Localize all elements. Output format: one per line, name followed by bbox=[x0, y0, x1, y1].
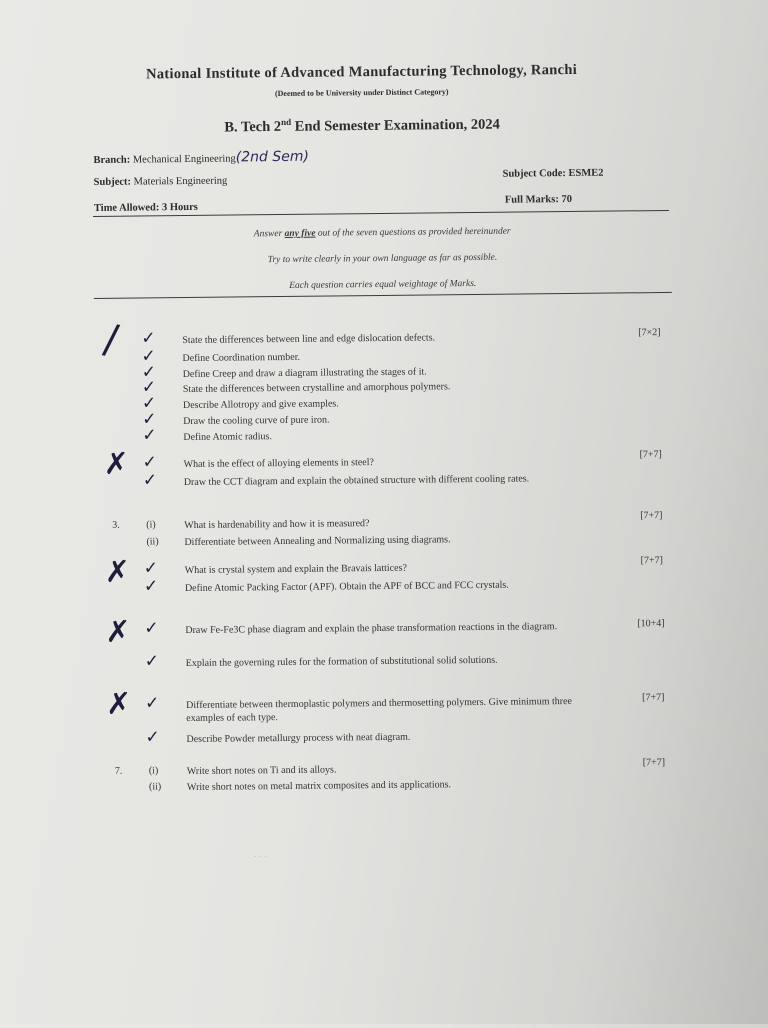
part-text: Draw Fe-Fe3C phase diagram and explain the phase transformation reactions in the diagram. bbox=[185, 621, 558, 637]
part-text: Define Atomic radius. bbox=[183, 431, 272, 444]
exam-title-sup: nd bbox=[280, 116, 292, 128]
instruction-1-post: out of the seven questions as provided hereinunder bbox=[315, 226, 511, 239]
branch-row bbox=[93, 149, 309, 167]
cross-mark: ✗ bbox=[105, 686, 132, 722]
question-marks: [7+7] bbox=[640, 510, 663, 522]
part-text: Define Atomic Packing Factor (APF). Obtain the APF of BCC and FCC crystals. bbox=[184, 579, 509, 595]
check-mark: ✓ bbox=[141, 328, 156, 349]
part-text: Draw the cooling curve of pure iron. bbox=[183, 414, 330, 428]
part-text: Describe Allotropy and give examples. bbox=[182, 398, 339, 412]
question-marks: [10+4] bbox=[637, 618, 665, 630]
instruction-line-1 bbox=[93, 225, 671, 241]
subject-label: Subject: bbox=[93, 176, 132, 188]
check-mark: ✓ bbox=[142, 409, 157, 430]
check-mark: ✓ bbox=[143, 558, 159, 579]
faint-mark: · · · bbox=[253, 851, 268, 862]
check-mark: ✓ bbox=[145, 727, 160, 748]
full-marks-text: Full Marks: 70 bbox=[504, 193, 573, 206]
check-mark: ✓ bbox=[144, 651, 160, 672]
question-marks: [7+7] bbox=[639, 449, 662, 461]
part-text: State the differences between line and edge dislocation defects. bbox=[182, 332, 436, 347]
question-marks: [7+7] bbox=[642, 692, 665, 704]
part-text: What is crystal system and explain the Bravais lattices? bbox=[184, 562, 407, 577]
question-number: 7. bbox=[114, 765, 123, 777]
time-allowed-text: Time Allowed: 3 Hours bbox=[93, 201, 198, 214]
check-mark: ✓ bbox=[142, 452, 157, 473]
subject-row bbox=[94, 176, 228, 188]
part-text: Write short notes on metal matrix composites and its applications. bbox=[186, 779, 452, 794]
part-text: Describe Powder metallurgy process with neat diagram. bbox=[186, 731, 411, 746]
cross-mark: ✗ bbox=[105, 614, 131, 650]
institute-name: National Institute of Advanced Manufacturing Technology, Ranchi bbox=[145, 61, 578, 83]
branch-value: Mechanical Engineering bbox=[132, 153, 236, 166]
part-text: What is hardenability and how it is measured? bbox=[184, 518, 370, 532]
part-text: Draw the CCT diagram and explain the obtained structure with different cooling rates. bbox=[183, 473, 530, 489]
exam-title-prefix: B. Tech 2 bbox=[224, 118, 282, 136]
time-allowed bbox=[94, 202, 198, 214]
part-text: Define Creep and draw a diagram illustrating the stages of it. bbox=[182, 366, 427, 381]
check-mark: ✓ bbox=[141, 393, 157, 414]
question-marks: [7×2] bbox=[638, 327, 661, 339]
check-mark: ✓ bbox=[145, 693, 160, 714]
check-mark: ✓ bbox=[142, 470, 158, 491]
subject-value: Materials Engineering bbox=[133, 175, 228, 188]
subject-code-text: Subject Code: ESME2 bbox=[502, 167, 604, 180]
check-mark: ✓ bbox=[141, 362, 157, 383]
instruction-line-3: Each question carries equal weightage of Marks. bbox=[289, 278, 477, 291]
exam-title-suffix: End Semester Examination, 2024 bbox=[291, 116, 500, 135]
part-label: (ii) bbox=[146, 536, 159, 548]
part-text: Differentiate between Annealing and Normalizing using diagrams. bbox=[184, 534, 451, 549]
instruction-1-emph: any five bbox=[284, 228, 316, 239]
full-marks bbox=[505, 194, 572, 206]
part-text: Explain the governing rules for the formation of substitutional solid solutions. bbox=[185, 654, 498, 670]
cross-mark: ✗ bbox=[103, 446, 129, 482]
part-label: (i) bbox=[146, 519, 156, 531]
exam-title bbox=[92, 113, 632, 137]
part-label: (ii) bbox=[148, 781, 162, 793]
check-mark: ✓ bbox=[141, 346, 156, 367]
branch-label: Branch: bbox=[93, 154, 131, 166]
cross-mark: ✗ bbox=[104, 554, 131, 590]
part-label: (i) bbox=[148, 765, 159, 777]
question-marks: [7+7] bbox=[640, 555, 664, 567]
part-text: What is the effect of alloying elements in steel? bbox=[183, 457, 374, 471]
check-mark: ✓ bbox=[143, 576, 159, 597]
check-mark: ✓ bbox=[142, 425, 157, 446]
branch-handwritten: (2nd Sem) bbox=[235, 148, 309, 166]
instruction-line-2: Try to write clearly in your own language as far as possible. bbox=[267, 252, 498, 266]
question-number: 3. bbox=[112, 519, 120, 531]
check-mark: ✓ bbox=[144, 618, 159, 639]
part-text: Write short notes on Ti and its alloys. bbox=[186, 764, 337, 778]
part-text: Differentiate between thermoplastic polymers and thermosetting polymers. Give minimum three examples of each type. bbox=[186, 696, 573, 725]
part-text: Define Coordination number. bbox=[182, 351, 301, 365]
instruction-divider bbox=[94, 292, 672, 299]
instruction-1-pre: Answer bbox=[253, 228, 285, 240]
slash-mark: / bbox=[100, 316, 122, 364]
deemed-subtitle: (Deemed to be University under Distinct Category) bbox=[274, 87, 449, 99]
check-mark: ✓ bbox=[141, 377, 157, 398]
subject-code bbox=[503, 168, 604, 180]
question-marks: [7+7] bbox=[642, 757, 666, 769]
part-text: State the differences between crystalline and amorphous polymers. bbox=[182, 381, 451, 396]
